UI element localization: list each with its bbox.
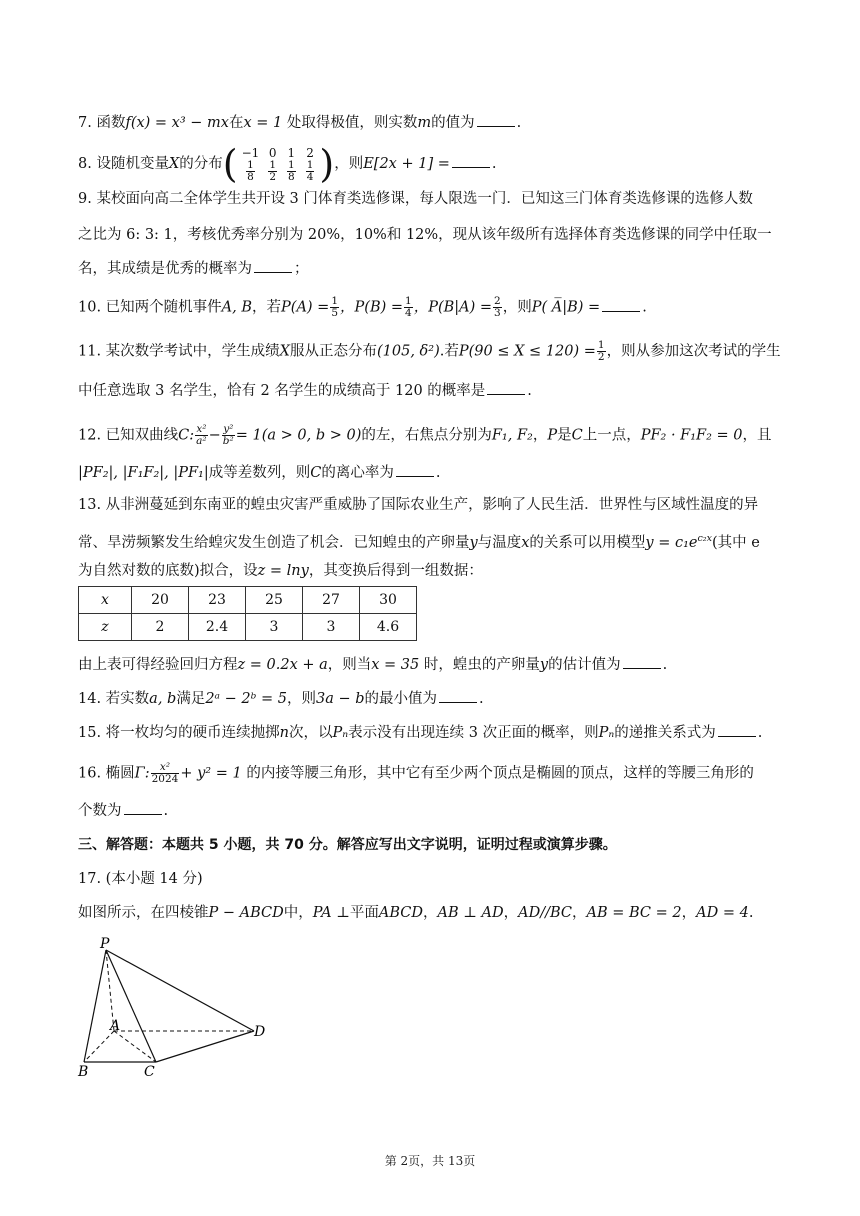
- q13-text-10: 的估计值为: [548, 657, 621, 673]
- matrix-fraction: [287, 160, 296, 183]
- distribution-matrix: [238, 146, 320, 183]
- table-cell: 2: [132, 614, 189, 641]
- fraction: [404, 296, 413, 319]
- q9-tail: ；: [294, 261, 309, 277]
- q7-condition: x = 1: [243, 115, 283, 131]
- num: x²: [196, 423, 207, 435]
- fraction: [597, 340, 606, 363]
- matrix-fraction: [268, 160, 277, 183]
- q11-text-3: .若: [439, 343, 459, 360]
- table-header: z: [79, 614, 132, 641]
- sep: 中，: [283, 905, 313, 921]
- q17-lengths: AB = BC = 2: [586, 905, 682, 921]
- question-14: [78, 688, 484, 710]
- q14-expr: 3a − b: [315, 691, 365, 707]
- q7-text-3: 处取得极值，则实数: [282, 115, 418, 131]
- question-17-heading: 17. (本小题 14 分): [78, 871, 203, 887]
- table-cell: 23: [189, 587, 246, 614]
- den: 8: [288, 170, 295, 183]
- answer-blank: [623, 656, 661, 669]
- matrix-cell: −1: [241, 145, 260, 160]
- num: 1: [306, 158, 314, 171]
- q12-eq: = 1(a > 0, b > 0): [235, 427, 362, 444]
- q10-pa: P(A) =: [281, 299, 330, 316]
- q12-text-6: ，且: [742, 427, 772, 444]
- q13-text-6: ，其变换后得到一组数据：: [308, 563, 483, 579]
- q10-events: A, B: [221, 299, 253, 316]
- table-cell: 3: [246, 614, 303, 641]
- edge-pc: [106, 950, 156, 1062]
- q13-text-9: 时，蝗虫的产卵量: [419, 657, 540, 673]
- question-9-line-2: 之比为 6: 3: 1，考核优秀率分别为 20%，10%和 12%，现从该年级所有选择体育类选修课的同学中任取一: [78, 227, 772, 243]
- q15-tail: .: [757, 725, 763, 741]
- q14-text-4: 的最小值为: [364, 691, 438, 707]
- q12-text-4: 是: [557, 427, 572, 444]
- q13-model: y = c₁e: [645, 534, 698, 551]
- answer-blank: [124, 802, 162, 815]
- matrix-fraction: [306, 160, 315, 183]
- question-13-line-3: [78, 560, 483, 582]
- fraction: [151, 762, 180, 785]
- question-9-line-1: 9. 某校面向高二全体学生共开设 3 门体育类选修课，每人限选一门．已知这三门体育类选修课的选修人数: [78, 191, 753, 207]
- q12-lengths: |PF₂|, |F₁F₂|, |PF₁|: [78, 465, 209, 481]
- sep: ，: [572, 905, 587, 921]
- q12-text: 12. 已知双曲线: [78, 427, 179, 444]
- q12-text-3: ，: [532, 427, 548, 444]
- num: 1: [247, 158, 254, 171]
- q7-text-4: 的值为: [431, 115, 475, 131]
- answer-blank: [439, 690, 477, 703]
- table-cell: 20: [132, 587, 189, 614]
- q7-var: m: [417, 115, 432, 131]
- question-9-line-3: [78, 258, 309, 280]
- q13-x: x: [521, 534, 530, 551]
- den: 3: [494, 307, 501, 319]
- den: 4: [306, 170, 314, 183]
- den: b²: [222, 435, 234, 447]
- q10-text: 10. 已知两个随机事件: [78, 299, 222, 316]
- question-15: [78, 722, 762, 744]
- table-cell: 2.4: [189, 614, 246, 641]
- q12-text-2: 的左，右焦点分别为: [361, 427, 492, 444]
- q14-vars: a, b: [149, 691, 177, 707]
- q15-text: 15. 将一枚均匀的硬币连续抛掷: [78, 725, 280, 741]
- q13-y: y: [469, 534, 478, 551]
- den: 2: [269, 170, 276, 183]
- minus: −: [208, 427, 221, 444]
- question-16-line-1: [78, 762, 754, 785]
- q16-eq: + y² = 1: [180, 765, 242, 782]
- q12-curve-3: C: [310, 465, 322, 481]
- q13-regression: z = 0.2x + a: [237, 657, 328, 673]
- num: y²: [223, 423, 234, 435]
- q15-pn-2: Pₙ: [598, 725, 615, 741]
- page-footer: 第 2页，共 13页: [384, 1154, 476, 1168]
- q15-n: n: [279, 725, 290, 741]
- q16-text-2: 的内接等腰三角形，其中它有至少两个顶点是椭圆的顶点，这样的等腰三角形的: [241, 765, 754, 782]
- question-17-text: [78, 902, 753, 924]
- table-cell: 4.6: [360, 614, 417, 641]
- q17-plane: ABCD: [378, 905, 424, 921]
- table-cell: 30: [360, 587, 417, 614]
- q8-text: 8. 设随机变量: [78, 156, 169, 172]
- q11-text-5: 中任意选取 3 名学生，恰有 2 名学生的成绩高于 120 的概率是: [78, 383, 486, 399]
- q10-pb: ，P(B) =: [340, 299, 404, 316]
- q7-function: f(x) = x³ − mx: [125, 115, 229, 131]
- q14-text: 14. 若实数: [78, 691, 150, 707]
- q15-text-2: 次，以: [289, 725, 333, 741]
- question-11-line-2: [78, 380, 532, 402]
- num: 1: [597, 339, 605, 351]
- answer-blank: [396, 464, 434, 477]
- num: 1: [405, 295, 412, 307]
- matrix-cell: 0: [268, 145, 277, 160]
- q11-var: X: [279, 343, 290, 360]
- q12-foci: F₁, F₂: [491, 427, 533, 444]
- matrix-cell: 1: [287, 145, 296, 160]
- matrix-fraction: [246, 160, 255, 183]
- sep: ，: [423, 905, 438, 921]
- den: 2: [597, 351, 605, 363]
- q14-tail: .: [479, 691, 484, 707]
- section-heading: 三、解答题：本题共 5 小题，共 70 分。解答应写出文字说明，证明过程或演算步骤。: [78, 837, 617, 853]
- q14-text-2: 满足: [176, 691, 206, 707]
- edge-cd: [156, 1031, 254, 1062]
- sep: ，: [681, 905, 697, 921]
- q13-substitution: z = lny: [257, 563, 309, 579]
- q12-text-8: 的离心率为: [321, 465, 394, 481]
- q15-text-4: 的递推关系式为: [614, 725, 716, 741]
- q13-text-4: (其中 e: [711, 534, 760, 551]
- table-row: [79, 614, 417, 641]
- question-16-line-2: [78, 800, 168, 822]
- den: 2024: [151, 773, 179, 785]
- q13-text-7: 由上表可得经验回归方程: [78, 657, 238, 673]
- label-d: D: [254, 1024, 266, 1040]
- q11-dist: (105, δ²): [377, 343, 440, 360]
- q16-gamma: Γ:: [134, 765, 150, 782]
- q16-text: 16. 椭圆: [78, 765, 135, 782]
- q10-query: P( A̅|B) =: [531, 299, 601, 316]
- answer-blank: [452, 155, 490, 168]
- edge-pb: [84, 950, 106, 1062]
- q8-text-2: 的分布: [179, 156, 223, 172]
- q11-prob: P(90 ≤ X ≤ 120) =: [458, 343, 596, 360]
- question-12-line-2: [78, 462, 440, 484]
- answer-blank: [718, 724, 756, 737]
- question-13-line-1: 13. 从非洲蔓延到东南亚的蝗虫灾害严重威胁了国际农业生产，影响了人民生活．世界性与区域性温度的异: [78, 497, 759, 513]
- num: 1: [331, 295, 339, 307]
- q11-text: 11. 某次数学考试中，学生成绩: [78, 343, 280, 360]
- q16-tail: .: [163, 803, 169, 819]
- q17-ab: AB ⊥ AD: [437, 905, 504, 921]
- q17-pa: PA ⊥: [312, 905, 350, 921]
- q10-pba: ，P(B|A) =: [413, 299, 493, 316]
- question-7: [78, 112, 521, 134]
- right-paren: ): [319, 142, 335, 186]
- edge-pd: [106, 950, 254, 1031]
- table-cell: 25: [246, 587, 303, 614]
- num: 1: [288, 158, 295, 171]
- table-row: [79, 587, 417, 614]
- table-cell: 27: [303, 587, 360, 614]
- q13-xvalue: x = 35: [371, 657, 420, 673]
- answer-blank: [487, 382, 525, 395]
- q9-text: 名，其成绩是优秀的概率为: [78, 261, 252, 277]
- label-p: P: [100, 936, 110, 952]
- q11-text-2: 服从正态分布: [290, 343, 377, 360]
- q16-text-3: 个数为: [78, 803, 122, 819]
- q13-text-8: ，则当: [327, 657, 372, 673]
- answer-blank: [602, 299, 640, 312]
- q13-tail: .: [662, 657, 668, 673]
- q12-vector: PF₂ · F₁F₂ = 0: [640, 427, 743, 444]
- q12-point: P: [547, 427, 558, 444]
- q13-exponent: c₂x: [697, 533, 712, 544]
- q8-text-3: ，则: [334, 156, 364, 172]
- q13-text: 常、旱涝频繁发生给蝗灾发生创造了机会．已知蝗虫的产卵量: [78, 534, 470, 551]
- q17-tail: .: [748, 905, 754, 921]
- question-13-line-2: [78, 528, 760, 554]
- q10-tail: .: [642, 299, 647, 316]
- num: x²: [151, 762, 180, 774]
- q8-tail: .: [491, 156, 497, 172]
- fraction: [330, 296, 339, 319]
- q13-text-3: 的关系可以用模型: [529, 534, 646, 551]
- q10-text-3: ，则: [502, 299, 532, 316]
- q17-text-2: 平面: [349, 905, 379, 921]
- q15-text-3: 表示没有出现连续 3 次正面的概率，则: [348, 725, 599, 741]
- q14-eq: 2ᵃ − 2ᵇ = 5: [205, 691, 287, 707]
- den: 5: [331, 307, 339, 319]
- left-paren: (: [222, 142, 238, 186]
- q17-pyramid: P − ABCD: [208, 905, 284, 921]
- label-a: A: [110, 1018, 121, 1034]
- q12-text-5: 上一点，: [582, 427, 641, 444]
- q7-text-2: 在: [228, 115, 244, 131]
- table-header: x: [79, 587, 132, 614]
- num: 2: [494, 295, 501, 307]
- q11-text-4: ，则从参加这次考试的学生: [606, 343, 781, 360]
- question-8: [78, 140, 496, 188]
- q17-ad: AD//BC: [518, 905, 573, 921]
- q13-text-5: 为自然对数的底数)拟合，设: [78, 563, 258, 579]
- q7-tail: .: [516, 115, 522, 131]
- q8-var: X: [168, 156, 180, 172]
- q17-ad-length: AD = 4: [696, 905, 749, 921]
- q12-tail: .: [435, 465, 441, 481]
- data-table: [78, 586, 417, 641]
- q12-curve-2: C: [571, 427, 583, 444]
- q14-text-3: ，则: [286, 691, 316, 707]
- question-11-line-1: [78, 340, 781, 363]
- q15-pn: Pₙ: [332, 725, 349, 741]
- q13-y-2: y: [539, 657, 549, 673]
- label-c: C: [144, 1064, 155, 1080]
- den: a²: [196, 435, 207, 447]
- answer-blank: [477, 114, 515, 127]
- matrix-cell: 2: [306, 145, 314, 160]
- question-10: [78, 296, 647, 319]
- q12-text-7: 成等差数列，则: [208, 465, 311, 481]
- den: 8: [247, 170, 254, 183]
- fraction: [222, 424, 235, 447]
- q13-text-2: 与温度: [477, 534, 522, 551]
- sep: ，: [503, 905, 519, 921]
- den: 4: [405, 307, 412, 319]
- question-12-line-1: [78, 424, 772, 447]
- question-13-line-4: [78, 654, 667, 676]
- q17-text: 如图所示，在四棱锥: [78, 905, 209, 921]
- q11-tail: .: [527, 383, 532, 399]
- q8-expr: E[2x + 1] =: [363, 156, 450, 172]
- q10-text-2: ，若: [252, 299, 282, 316]
- table-cell: 3: [303, 614, 360, 641]
- q12-curve: C:: [178, 427, 195, 444]
- fraction: [195, 424, 207, 447]
- num: 1: [269, 158, 276, 171]
- answer-blank: [254, 260, 292, 273]
- fraction: [493, 296, 502, 319]
- label-b: B: [78, 1064, 89, 1080]
- q7-text: 7. 函数: [78, 115, 126, 131]
- edge-ab-hidden: [84, 1031, 114, 1062]
- pyramid-figure: [70, 934, 280, 1080]
